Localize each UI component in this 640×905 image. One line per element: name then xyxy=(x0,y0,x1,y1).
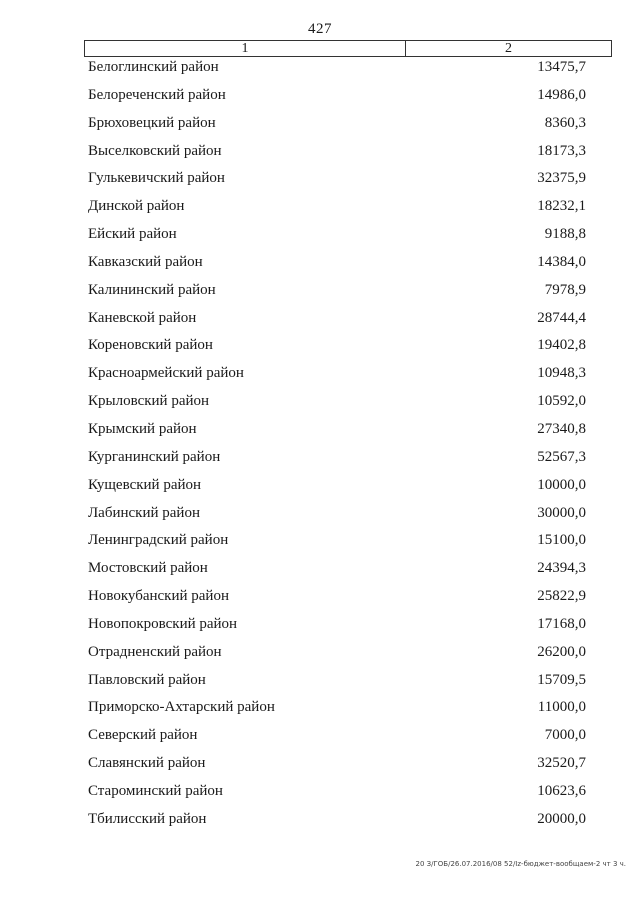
table-row xyxy=(0,670,640,698)
district-amount: 14384,0 xyxy=(537,253,586,270)
district-amount: 15100,0 xyxy=(537,532,586,549)
table-row xyxy=(0,224,640,252)
district-name: Павловский район xyxy=(88,671,206,688)
district-name: Кущевский район xyxy=(88,476,202,493)
district-amount: 8360,3 xyxy=(544,114,586,131)
district-name: Калининский район xyxy=(88,281,216,298)
district-name: Брюховецкий район xyxy=(88,114,216,131)
district-amount: 10623,6 xyxy=(537,782,586,799)
district-amount: 7000,0 xyxy=(544,727,586,744)
page-number: 427 xyxy=(308,21,332,37)
district-name: Ленинградский район xyxy=(88,532,229,549)
district-amount: 20000,0 xyxy=(537,810,586,827)
district-name: Белореченский район xyxy=(88,86,226,103)
district-amount: 32520,7 xyxy=(537,755,586,772)
district-amount: 10000,0 xyxy=(537,476,586,493)
district-name: Ейский район xyxy=(88,226,177,243)
table-row xyxy=(0,196,640,224)
table-row xyxy=(0,308,640,336)
district-amount: 9188,8 xyxy=(544,226,586,243)
district-name: Кореновский район xyxy=(88,337,213,354)
district-amount: 17168,0 xyxy=(537,615,586,632)
table-row xyxy=(0,614,640,642)
district-name: Лабинский район xyxy=(88,504,200,521)
district-amount: 32375,9 xyxy=(537,170,586,187)
district-amount: 18173,3 xyxy=(537,142,586,159)
district-name: Северский район xyxy=(88,727,198,744)
district-amount: 26200,0 xyxy=(537,643,586,660)
table-row xyxy=(0,113,640,141)
table-row xyxy=(0,447,640,475)
table-row xyxy=(0,419,640,447)
district-name: Выселковский район xyxy=(88,142,222,159)
district-name: Гулькевичский район xyxy=(88,170,225,187)
district-amount: 18232,1 xyxy=(537,198,586,215)
district-name: Крымский район xyxy=(88,420,197,437)
district-name: Приморско-Ахтарский район xyxy=(88,699,275,716)
district-amount: 30000,0 xyxy=(537,504,586,521)
district-name: Белоглинский район xyxy=(88,59,219,75)
district-name: Каневской район xyxy=(88,309,197,326)
table-row xyxy=(0,475,640,503)
district-name: Новопокровский район xyxy=(88,615,238,632)
table-row xyxy=(0,335,640,363)
table-row xyxy=(0,753,640,781)
table-body xyxy=(0,57,640,837)
district-name: Отрадненский район xyxy=(88,643,222,660)
district-amount: 27340,8 xyxy=(537,420,586,437)
district-amount: 10592,0 xyxy=(537,393,586,410)
table-row xyxy=(0,391,640,419)
district-amount: 13475,7 xyxy=(537,59,586,75)
table-row xyxy=(0,141,640,169)
table-row xyxy=(0,697,640,725)
table-row xyxy=(0,725,640,753)
district-name: Кавказский район xyxy=(88,253,203,270)
district-amount: 7978,9 xyxy=(544,281,586,298)
column-header-1: 1 xyxy=(85,41,406,56)
district-name: Динской район xyxy=(88,198,185,215)
district-amount: 15709,5 xyxy=(537,671,586,688)
district-name: Красноармейский район xyxy=(88,365,244,382)
table-row xyxy=(0,280,640,308)
district-amount: 28744,4 xyxy=(537,309,586,326)
district-name: Славянский район xyxy=(88,755,206,772)
district-name: Крыловский район xyxy=(88,393,210,410)
table-row xyxy=(0,85,640,113)
district-name: Староминский район xyxy=(88,782,223,799)
district-amount: 14986,0 xyxy=(537,86,586,103)
table-row xyxy=(0,57,640,85)
table-row xyxy=(0,586,640,614)
column-header-2: 2 xyxy=(505,41,512,56)
footer-stamp: 20 З/ГОБ/26.07.2016/08 52/Iz-бюджет-вообщаем-2 чт 3 ч. xyxy=(415,860,626,868)
table-row xyxy=(0,642,640,670)
table-row xyxy=(0,168,640,196)
district-name: Курганинский район xyxy=(88,448,221,465)
district-amount: 11000,0 xyxy=(537,699,586,716)
table-row xyxy=(0,781,640,809)
table-header xyxy=(84,40,612,57)
table-row xyxy=(0,530,640,558)
table-row xyxy=(0,363,640,391)
table-row xyxy=(0,503,640,531)
district-amount: 24394,3 xyxy=(537,560,586,577)
district-name: Новокубанский район xyxy=(88,588,229,605)
table-row xyxy=(0,252,640,280)
district-name: Мостовский район xyxy=(88,560,208,577)
district-amount: 25822,9 xyxy=(537,588,586,605)
district-amount: 19402,8 xyxy=(537,337,586,354)
district-amount: 10948,3 xyxy=(537,365,586,382)
district-amount: 52567,3 xyxy=(537,448,586,465)
table-row xyxy=(0,558,640,586)
district-name: Тбилисский район xyxy=(88,810,207,827)
table-row xyxy=(0,809,640,837)
